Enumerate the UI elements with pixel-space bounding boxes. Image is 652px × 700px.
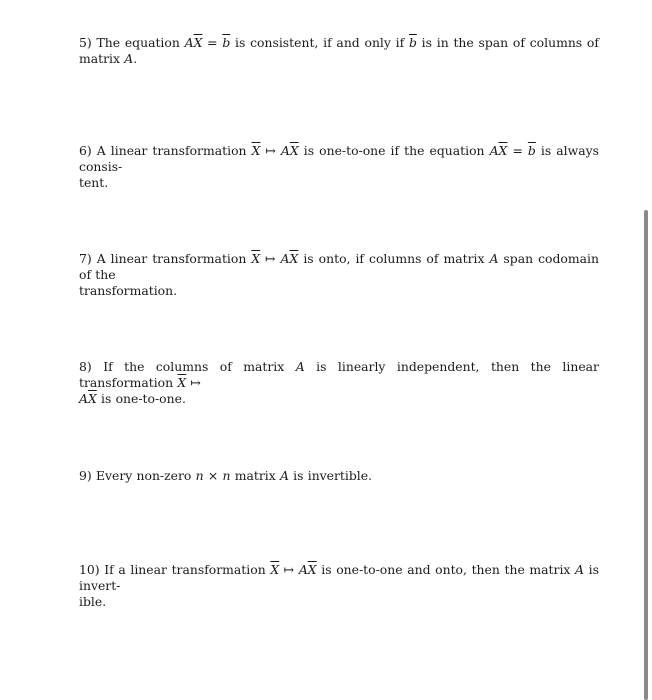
- maps-to-arrow: ↦: [265, 251, 276, 266]
- question-text: A linear transformation: [96, 143, 247, 158]
- question-number: 8): [79, 359, 92, 374]
- question-text: Every non-zero: [95, 468, 192, 483]
- times-sign: ×: [207, 468, 219, 483]
- question-10: [79, 562, 599, 610]
- question-text: The equation: [96, 35, 180, 50]
- question-text: is consistent, if and only if: [235, 35, 405, 50]
- matrix-symbol: A: [79, 391, 88, 406]
- vector-symbol: $\overline{X}$: [87, 391, 97, 406]
- question-5: [79, 35, 599, 67]
- question-number: 6): [79, 143, 92, 158]
- question-text: matrix: [234, 468, 276, 483]
- question-text: is one-to-one if the equation: [303, 143, 485, 158]
- vector-symbol: $\overline{X}$: [251, 143, 261, 158]
- dimension-symbol: n: [222, 468, 231, 483]
- question-text: ible.: [79, 594, 107, 609]
- question-text: is invertible.: [293, 468, 373, 483]
- vector-symbol: $\overline{X}$: [270, 562, 280, 577]
- vector-symbol: $\overline{X}$: [251, 251, 261, 266]
- question-text: is one-to-one.: [101, 391, 186, 406]
- question-number: 5): [79, 35, 92, 50]
- vertical-scrollbar[interactable]: [644, 210, 648, 700]
- vector-symbol: $\overline{b}$: [408, 35, 417, 50]
- matrix-symbol: A: [575, 562, 584, 577]
- question-text: If the columns of matrix: [103, 359, 285, 374]
- question-6: [79, 143, 599, 191]
- question-text: is always consis-: [79, 143, 599, 174]
- question-8: [79, 359, 599, 407]
- maps-to-arrow: ↦: [283, 562, 295, 577]
- question-number: 9): [79, 468, 92, 483]
- equals-sign: =: [512, 143, 523, 158]
- matrix-symbol: A: [489, 143, 499, 158]
- dimension-symbol: n: [195, 468, 204, 483]
- vector-symbol: $\overline{X}$: [289, 251, 299, 266]
- vector-symbol: $\overline{X}$: [193, 35, 203, 50]
- question-number: 10): [79, 562, 100, 577]
- maps-to-arrow: ↦: [265, 143, 276, 158]
- question-text: is one-to-one and onto, then the matrix: [321, 562, 571, 577]
- matrix-symbol: A: [489, 251, 499, 266]
- question-text: is linearly independent, then the linear transformation: [79, 359, 599, 390]
- question-text: A linear transformation: [96, 251, 247, 266]
- vector-symbol: $\overline{X}$: [307, 562, 317, 577]
- question-9: [79, 468, 599, 484]
- vector-symbol: $\overline{X}$: [177, 375, 187, 390]
- question-text: tent.: [79, 175, 109, 190]
- matrix-symbol: A: [184, 35, 194, 50]
- question-text: is invert-: [79, 562, 599, 593]
- vector-symbol: $\overline{X}$: [289, 143, 299, 158]
- matrix-symbol: A: [124, 51, 134, 66]
- maps-to-arrow: ↦: [190, 375, 201, 390]
- equals-sign: =: [207, 35, 218, 50]
- matrix-symbol: A: [298, 562, 308, 577]
- question-number: 7): [79, 251, 92, 266]
- matrix-symbol: A: [279, 468, 289, 483]
- matrix-symbol: A: [280, 251, 290, 266]
- matrix-symbol: A: [295, 359, 305, 374]
- question-text: If a linear transformation: [104, 562, 266, 577]
- vector-symbol: $\overline{b}$: [527, 143, 536, 158]
- question-text: is onto, if columns of matrix: [303, 251, 485, 266]
- question-text: is in the span of columns of matrix: [79, 35, 599, 66]
- vector-symbol: $\overline{X}$: [498, 143, 508, 158]
- vector-symbol: $\overline{b}$: [222, 35, 231, 50]
- matrix-symbol: A: [280, 143, 290, 158]
- question-7: [79, 251, 599, 299]
- question-text: transformation.: [79, 283, 178, 298]
- question-text: span codomain of the: [79, 251, 599, 282]
- punctuation: .: [133, 51, 138, 66]
